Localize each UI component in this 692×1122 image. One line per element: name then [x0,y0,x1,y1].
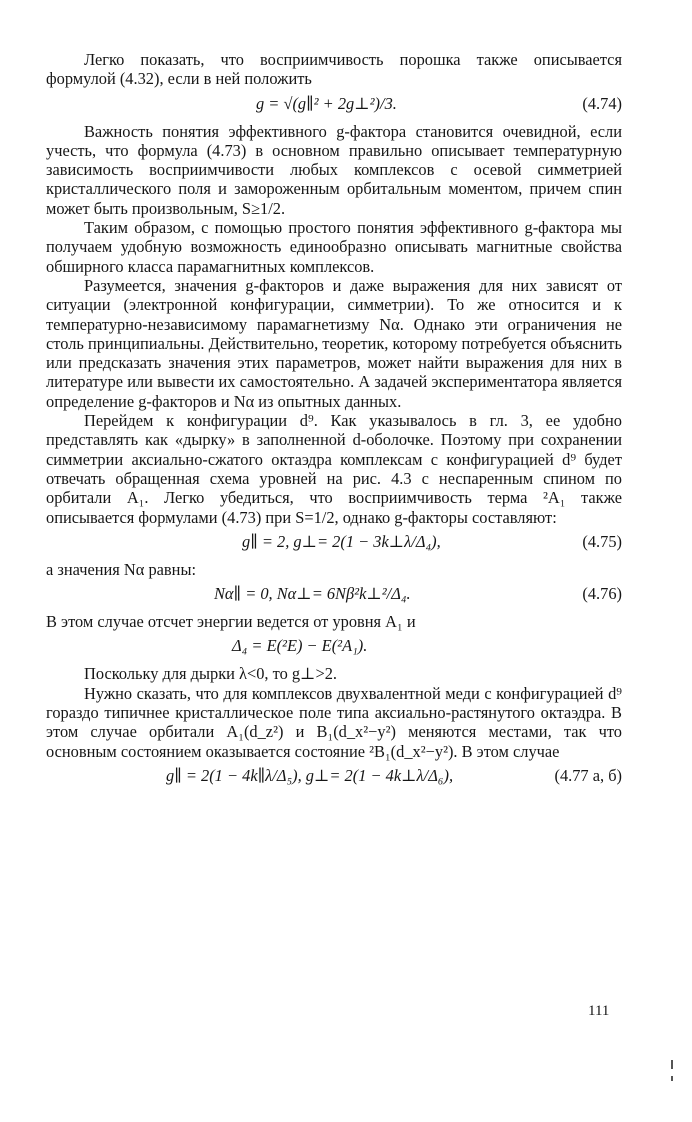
paragraph: В этом случае отсчет энергии ведется от уровня A₁ и [46,612,416,632]
paragraph: Разумеется, значения g-факторов и даже выражения для них зависят от ситуации (электронной конфигурации, симметрии). То же относится и к температурно-независимому парамагнетизму Nα. Однако эти ограничения не столь принципиальны. Действительно, теоретик, которому потребуется объяснить или предсказать значения этих параметров, может найти выражения для них в литературе или вывести их самостоятельно. А задачей экспериментатора является определение g-факторов и Nα из опытных данных. [46,275,622,411]
paragraph: Важность понятия эффективного g-фактора становится очевидной, если учесть, что формула (4.73) в основном правильно описывает температурную зависимость восприимчивости любых комплексов с осевой симметрией кристаллического поля и замороженным орбитальным моментом, причем спин может быть произвольным, S≥1/2. [46,121,622,218]
equation [46,766,622,790]
paragraph: Таким образом, с помощью простого понятия эффективного g-фактора мы получаем удобную возможность единообразно описывать магнитные свойства обширного класса парамагнитных комплексов. [46,218,622,276]
equation-number: (4.77 а, б) [554,765,622,785]
equation-expression: Nα∥ = 0, Nα⊥= 6Nβ²k⊥²/Δ₄. [214,584,411,604]
equation-expression: g∥ = 2, g⊥= 2(1 − 3k⊥λ/Δ₄), [242,531,441,551]
paragraph: Перейдем к конфигурации d⁹. Как указывалось в гл. 3, ее удобно представлять как «дырку» в заполненной d-оболочке. Поэтому при сохранении симметрии аксиально-сжатого октаэдра комплексам с конфигурацией d⁹ будет отвечать обращенная схема уровней на рис. 4.3 с неспаренным спином по орбитали A₁. Легко убедиться, что восприимчивость терма ²A₁ также описывается формулами (4.73) при S=1/2, однако g-факторы составляют: [46,411,622,527]
scan-mark [671,1060,673,1069]
paragraph: Нужно сказать, что для комплексов двухвалентной меди с конфигурацией d⁹ гораздо типичнее кристаллическое поле типа аксиально-растянутого октаэдра. В этом случае орбитали A₁(d_z²) и B₁(d_x²−y²) меняются местами, так что основным состоянием оказывается состояние ²B₁(d_x²−y²). В этом случае [46,683,622,761]
page-number: 111 [588,1003,610,1019]
equation [46,584,622,608]
equation-expression: Δ₄ = E(²E) − E(²A₁). [232,636,368,656]
equation-expression: g∥ = 2(1 − 4k∥λ/Δ₅), g⊥= 2(1 − 4k⊥λ/Δ₆), [166,765,454,785]
paragraph: Легко показать, что восприимчивость порошка также описывается формулой (4.32), если в ней положить [46,50,622,89]
equation-number: (4.74) [582,93,622,113]
equation-expression: g = √(g∥² + 2g⊥²)/3. [256,93,397,113]
page-body [46,50,622,794]
equation [46,94,622,118]
equation-number: (4.75) [582,531,622,551]
paragraph: а значения Nα равны: [46,559,197,579]
equation [46,532,622,556]
paragraph: Поскольку для дырки λ<0, то g⊥>2. [84,664,338,684]
equation-number: (4.76) [582,584,622,604]
scan-mark [671,1076,673,1081]
equation [46,636,622,660]
